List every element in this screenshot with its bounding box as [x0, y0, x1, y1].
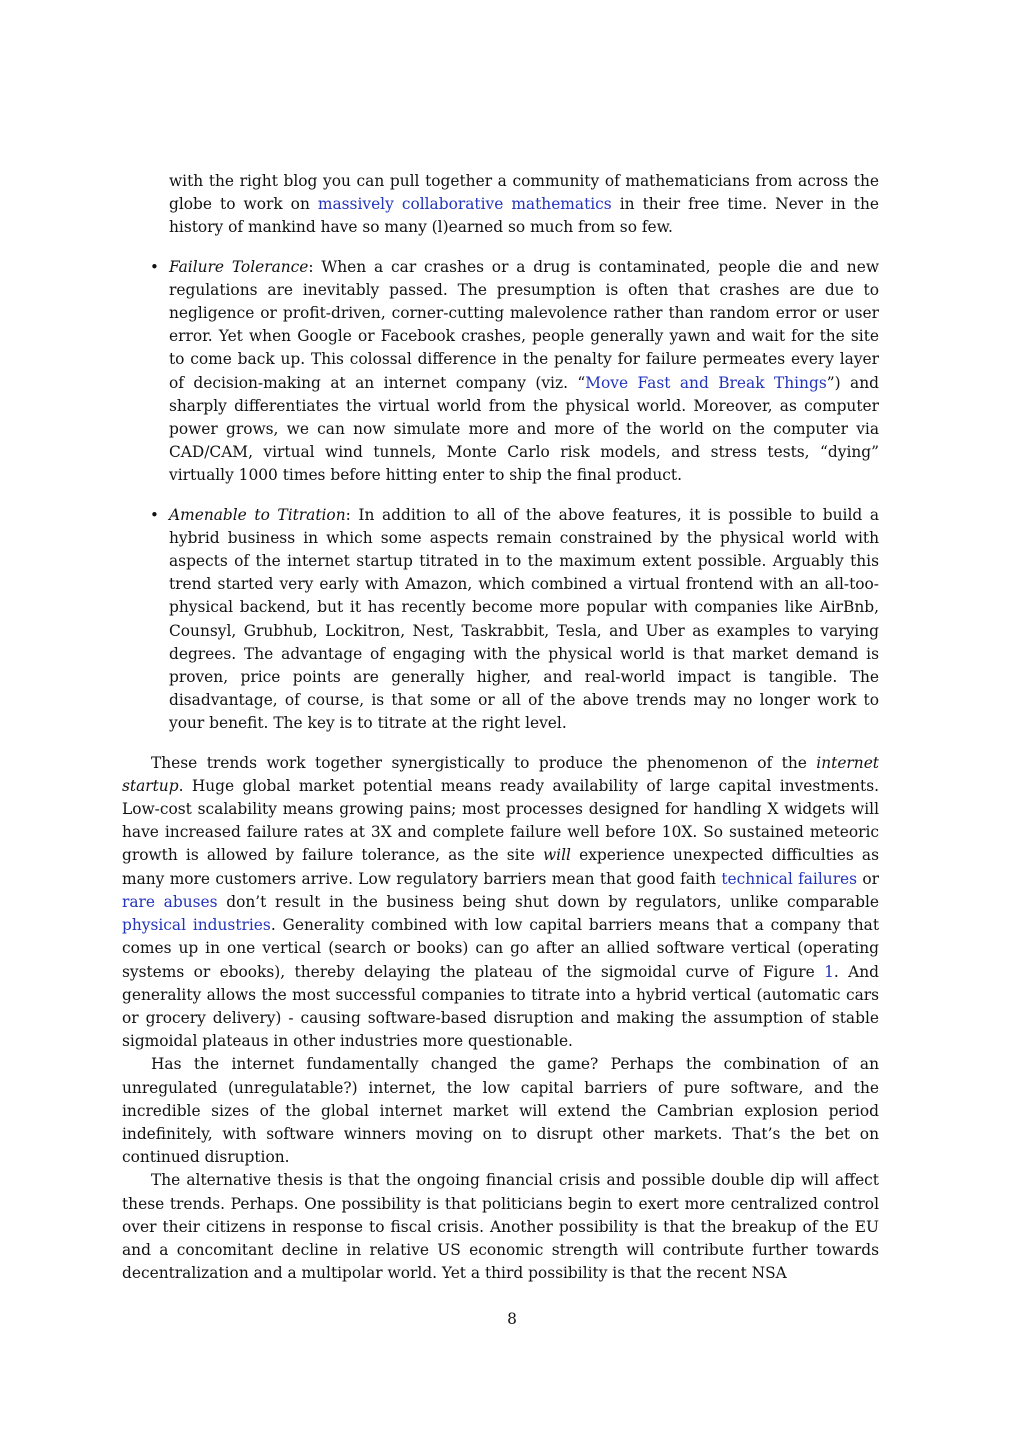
bullet-term: Amenable to Titration — [169, 505, 346, 524]
text-run: don’t result in the business being shut down by regulators, unlike comparable — [217, 892, 879, 911]
text-run: . And generality allows the most successful companies to titrate into a hybrid vertical (automatic cars or grocery delivery) - causing software-based disruption and making the assumption of stable sigmoidal plateaus in other industries more questionable. — [122, 962, 879, 1051]
bullet-text — [169, 504, 879, 736]
figure-1-reference-link[interactable]: 1 — [824, 962, 834, 981]
technical-failures-link[interactable]: technical failures — [721, 869, 858, 888]
bullet-term: Failure Tolerance — [169, 257, 309, 276]
bullet-continuation — [169, 170, 879, 240]
text-run: . Huge global market potential means ready availability of large capital investments. Low-cost scalability means growing pains; most processes designed for handling X widgets will have increased failure rates at 3X and complete failure well before 10X. So sustained meteoric growth is allowed by failure tolerance, as the site — [122, 776, 879, 865]
text-run: . Generality combined with low capital barriers means that a company that comes up in one vertical (search or books) can go after an allied software vertical (operating systems or ebooks), thereby delaying the plateau of the sigmoidal curve of Figure — [122, 916, 880, 981]
text-run: These trends work together synergistically to produce the phenomenon of the — [151, 753, 817, 772]
bullet-dot-icon: • — [150, 257, 159, 276]
text-run: experience unexpected difficulties as many more customers arrive. Low regulatory barriers mean that good faith — [122, 846, 879, 888]
paragraph-changed-the-game: Has the internet fundamentally changed the game? Perhaps the combination of an unregulated (unregulatable?) internet, the low capital barriers of pure software, and the incredible sizes of the global internet market will extend the Cambrian explosion period indefinitely, with software winners moving on to disrupt other markets. That’s the bet on continued disruption. — [122, 1055, 879, 1167]
emphasis-will: will — [543, 846, 571, 865]
rare-abuses-link[interactable]: rare abuses — [122, 892, 218, 911]
page-body — [122, 170, 879, 1285]
paragraph-internet-startup — [122, 752, 879, 1054]
physical-industries-link[interactable]: physical industries — [122, 916, 271, 935]
bullet-continuation-text-b: in their free time. Never in the history of mankind have so many (l)earned so much from so few. — [169, 195, 879, 237]
page-number: 8 — [507, 1310, 517, 1328]
paragraph-alternative-thesis: The alternative thesis is that the ongoing financial crisis and possible double dip will affect these trends. Perhaps. One possibility is that politicians begin to exert more centralized control over their citizens in response to fiscal crisis. Another possibility is that the breakup of the EU and a concomitant decline in relative US economic strength will contribute further towards decentralization and a multipolar world. Yet a third possibility is that the recent NSA — [122, 1171, 879, 1283]
move-fast-and-break-things-link[interactable]: Move Fast and Break Things — [585, 373, 827, 392]
bullet-item-amenable-to-titration — [150, 504, 880, 736]
bullet-continuation-text-a: with the right blog you can pull together a community of mathematicians from across the globe to work on — [169, 172, 879, 214]
bullet-item-failure-tolerance — [150, 256, 879, 488]
text-run: or — [857, 869, 879, 888]
bullet-body: : In addition to all of the above features, it is possible to build a hybrid business in which some aspects remain constrained by the physical world with aspects of the internet startup titrated in to the maximum extent possible. Arguably this trend started very early with Amazon, which combined a virtual frontend with an all-too-physical backend, but it has recently become more popular with companies like AirBnb, Counsyl, Grubhub, Lockitron, Nest, Taskrabbit, Tesla, and Uber as examples to varying degrees. The advantage of engaging with the physical world is that market demand is proven, price points are generally higher, and real-world impact is tangible. The disadvantage, of course, is that some or all of the above trends may no longer work to your benefit. The key is to titrate at the right level. — [169, 505, 880, 733]
bullet-body-a: : When a car crashes or a drug is contaminated, people die and new regulations are inevitably passed. The presumption is often that crashes are due to negligence or profit-driven, corner-cutting malevolence rather than random error or user error. Yet when Google or Facebook crashes, people generally yawn and wait for the site to come back up. This colossal difference in the penalty for failure permeates every layer of decision-making at an internet company (viz. “ — [169, 257, 879, 392]
bullet-body-b: ”) and sharply differentiates the virtual world from the physical world. Moreover, as computer power grows, we can now simulate more and more of the world on the computer via CAD/CAM, virtual wind tunnels, Monte Carlo risk models, and stress tests, “dying” virtually 1000 times before hitting enter to ship the final product. — [169, 373, 879, 485]
massively-collaborative-mathematics-link[interactable]: massively collaborative mathematics — [317, 195, 612, 214]
bullet-dot-icon: • — [150, 505, 159, 524]
emphasis-internet-startup: internet startup — [122, 753, 879, 795]
bullet-text — [169, 256, 879, 488]
